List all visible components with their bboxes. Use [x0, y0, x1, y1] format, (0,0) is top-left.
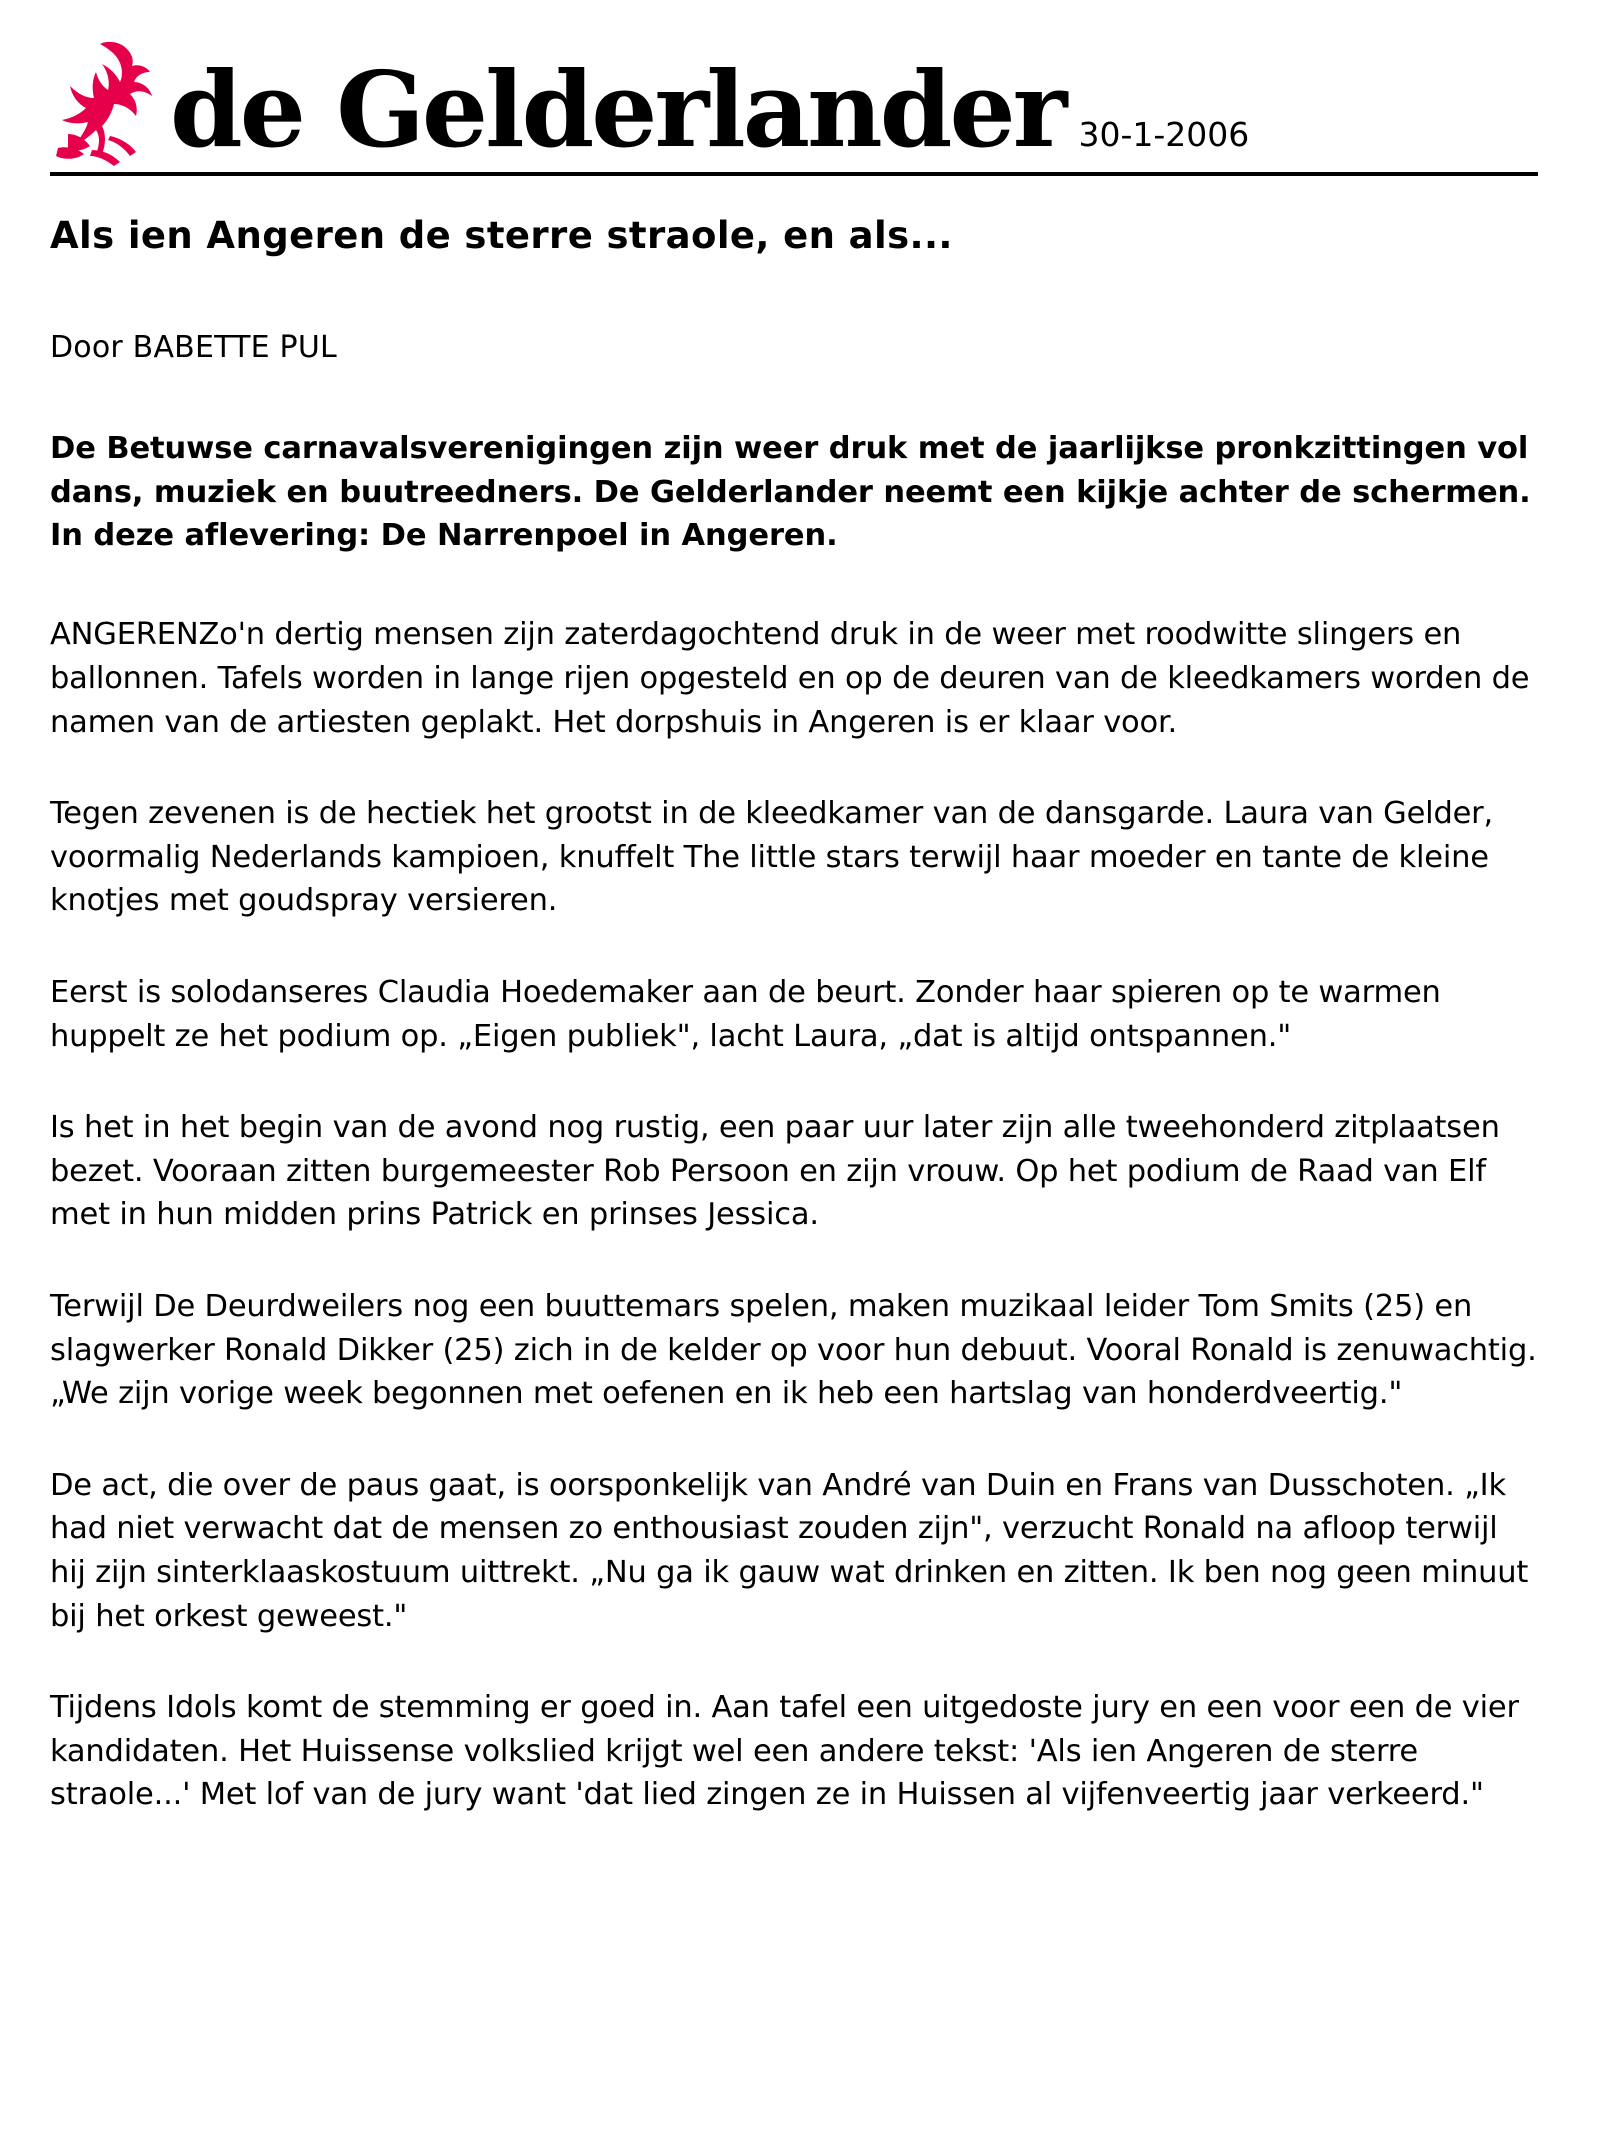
article-paragraph: Is het in het begin van de avond nog rustig, een paar uur later zijn alle tweehonderd zitplaatsen bezet. Vooraan zitten burgemeester Rob Persoon en zijn vrouw. Op het podium de Raad van Elf met in hun midden prins Patrick en prinses Jessica. [50, 1110, 1500, 1233]
article-lead: De Betuwse carnavalsverenigingen zijn weer druk met de jaarlijkse pronkzittingen vol dans, muziek en buutreedners. De Gelderlander neemt een kijkje achter de schermen. In deze aflevering: De Narrenpoel in Angeren. [50, 431, 1531, 553]
masthead-date: 30-1-2006 [1078, 115, 1250, 154]
article-paragraph: Eerst is solodanseres Claudia Hoedemaker aan de beurt. Zonder haar spieren op te warmen huppelt ze het podium op. „Eigen publiek", lacht Laura, „dat is altijd ontspannen." [50, 974, 1441, 1054]
article-paragraph: ANGERENZo'n dertig mensen zijn zaterdagochtend druk in de weer met roodwitte slingers en ballonnen. Tafels worden in lange rijen opgesteld en op de deuren van de kleedkamers worden de namen van de artiesten geplakt. Het dorpshuis in Angeren is er klaar voor. [50, 617, 1530, 740]
masthead [50, 38, 1538, 176]
page-title: Als ien Angeren de sterre straole, en als... [50, 214, 953, 257]
article-paragraph: De act, die over de paus gaat, is oorsponkelijk van André van Duin en Frans van Dusschoten. „Ik had niet verwacht dat de mensen zo enthousiast zouden zijn", verzucht Ronald na afloop terwijl hij zijn sinterklaaskostuum uittrekt. „Nu ga ik gauw wat drinken en zitten. Ik ben nog geen minuut bij het orkest geweest." [50, 1467, 1529, 1634]
griffin-lion-crest-icon [50, 38, 158, 168]
article-paragraph: Tegen zevenen is de hectiek het grootst in de kleedkamer van de dansgarde. Laura van Gelder, voormalig Nederlands kampioen, knuffelt The little stars terwijl haar moeder en tante de kleine knotjes met goudspray versieren. [50, 796, 1494, 919]
masthead-title: de Gelderlander [170, 48, 1065, 171]
article-body [50, 613, 1538, 1817]
byline: Door BABETTE PUL [50, 330, 337, 366]
article-paragraph: Terwijl De Deurdweilers nog een buuttemars spelen, maken muzikaal leider Tom Smits (25) en slagwerker Ronald Dikker (25) zich in de kelder op voor hun debuut. Vooral Ronald is zenuwachtig. „We zijn vorige week begonnen met oefenen en ik heb een hartslag van honderdveertig." [50, 1288, 1537, 1412]
article-paragraph: Tijdens Idols komt de stemming er goed in. Aan tafel een uitgedoste jury en een voor een de vier kandidaten. Het Huissense volkslied krijgt wel een andere tekst: 'Als ien Angeren de sterre straole...' Met lof van de jury want 'dat lied zingen ze in Huissen al vijfenveertig jaar verkeerd." [50, 1690, 1519, 1813]
